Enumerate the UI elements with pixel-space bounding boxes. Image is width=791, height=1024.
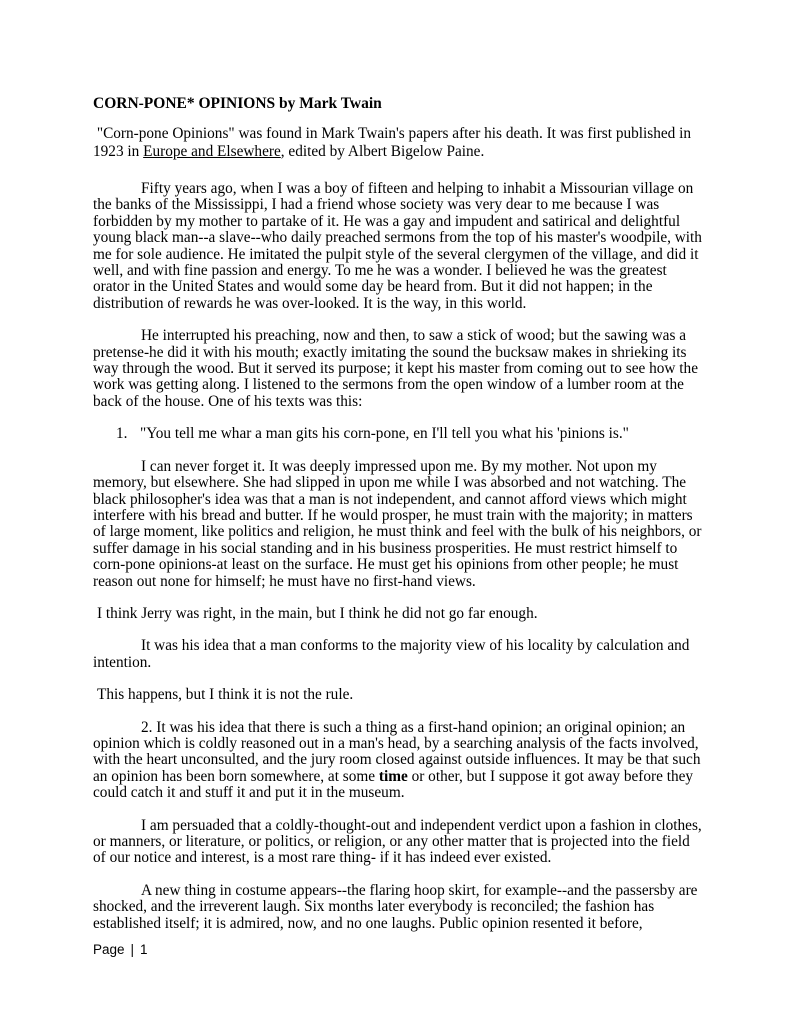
page-label: Page bbox=[93, 942, 125, 957]
paragraph-1: Fifty years ago, when I was a boy of fifteen and helping to inhabit a Missourian village on the banks of the Mississippi, I had a friend whose society was very dear to me because I was forbidden by my mother to partake of it. He was a gay and impudent and satirical and delightful young black man--a slave--who daily preached sermons from the top of his master's woodpile, with me for sole audience. He imitated the pulpit style of the several clergymen of the village, and did it well, and with fine passion and energy. To me he was a wonder. I believed he was the greatest orator in the United States and would some day be heard from. But it did not happen; in the distribution of rewards he was over-looked. It is the way, in this world. bbox=[93, 180, 702, 312]
paragraph-4: I think Jerry was right, in the main, but I think he did not go far enough. bbox=[97, 604, 538, 622]
paragraph-5: It was his idea that a man conforms to the majority view of his locality by calculation and intention. bbox=[93, 637, 690, 671]
intro-paragraph bbox=[93, 125, 705, 161]
paragraph-7-before: 2. It was his idea that there is such a thing as a first-hand opinion; an original opinion; an opinion which is coldly reasoned out in a man's head, by a searching analysis of the facts involved, with the heart unconsulted, and the jury room closed against outside influences. It may be that such an opinion has been born somewhere, at some bbox=[93, 718, 701, 785]
paragraph-3: I can never forget it. It was deeply impressed upon me. By my mother. Not upon my memory, but elsewhere. She had slipped in upon me while I was absorbed and not watching. The black philosopher's idea was that a man is not independent, and cannot afford views which might interfere with his bread and butter. If he would prosper, he must train with the majority; in matters of large moment, like politics and religion, he must think and feel with the bulk of his neighbors, or suffer damage in his social standing and in his business prosperities. He must restrict himself to corn-pone opinions-at least on the surface. He must get his opinions from other people; he must reason out none for himself; he must have no first-hand views. bbox=[93, 457, 702, 590]
intro-text-after: , edited by Albert Bigelow Paine. bbox=[280, 143, 485, 160]
page-number: 1 bbox=[140, 942, 148, 957]
quote-text: "You tell me whar a man gits his corn-pone, en I'll tell you what his 'pinions is." bbox=[140, 425, 629, 443]
paragraph-2: He interrupted his preaching, now and then, to saw a stick of wood; but the sawing was a pretense-he did it with his mouth; exactly imitating the sound the bucksaw makes in shrieking its way through the wood. But it served its purpose; it kept his master from coming out to see how the work was getting along. I listened to the sermons from the open window of a lumber room at the back of the house. One of his texts was this: bbox=[93, 327, 698, 410]
bold-word-time: time bbox=[378, 767, 408, 785]
paragraph-7 bbox=[93, 720, 705, 802]
intro-text-before: "Corn-pone Opinions" was found in Mark Twain's papers after his death. It was first published in 1923 in bbox=[93, 125, 692, 160]
footer-separator: | bbox=[130, 942, 135, 957]
paragraph-7-after: or other, but I suppose it got away before they could catch it and stuff it and put it in the museum. bbox=[93, 767, 694, 802]
list-number: 1. bbox=[116, 425, 128, 443]
book-title-link: Europe and Elsewhere bbox=[143, 143, 281, 160]
document-page bbox=[93, 94, 705, 932]
document-title: CORN-PONE* OPINIONS by Mark Twain bbox=[93, 95, 382, 112]
numbered-quote bbox=[93, 426, 705, 442]
paragraph-9: A new thing in costume appears--the flaring hoop skirt, for example--and the passersby are shocked, and the irreverent laugh. Six months later everybody is reconciled; the fashion has established itself; it is admired, now, and no one laughs. Public opinion resented it before, bbox=[93, 881, 698, 932]
page-footer bbox=[93, 942, 148, 957]
paragraph-8: I am persuaded that a coldly-thought-out and independent verdict upon a fashion in clothes, or manners, or literature, or politics, or religion, or any other matter that is projected into the field of our notice and interest, is a most rare thing- if it has indeed ever existed. bbox=[93, 816, 702, 867]
paragraph-6: This happens, but I think it is not the rule. bbox=[97, 686, 354, 704]
